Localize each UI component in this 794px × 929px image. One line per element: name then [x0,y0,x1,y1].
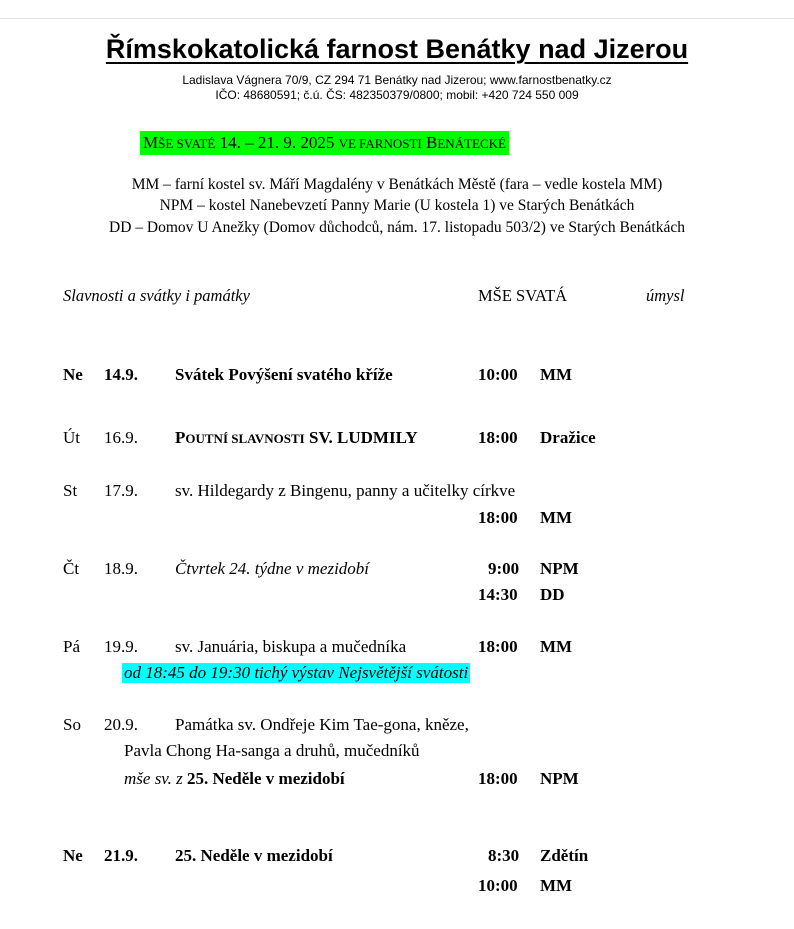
feast-name: Svátek Povýšení svatého kříže [175,365,393,384]
legend-npm: NPM – kostel Nanebevzetí Panny Marie (U kostela 1) ve Starých Benátkách [159,197,635,214]
feast-name: POUTNÍ SLAVNOSTI SV. LUDMILY [175,428,418,447]
parish-address: Ladislava Vágnera 70/9, CZ 294 71 Benátky nad Jizerou; www.farnostbenatky.cz [182,73,612,87]
mass-time: 18:00 [478,769,518,788]
mass-place: NPM [540,769,579,788]
mass-place: Dražice [540,428,596,447]
mass-time: 18:00 [478,428,518,447]
day-name: St [63,481,78,500]
mass-place: DD [540,585,565,604]
day-name: Ne [63,365,83,384]
mass-place: MM [540,508,573,527]
feast-name: Čtvrtek 24. týdne v mezidobí [175,559,370,578]
day-name: So [63,715,81,734]
mass-time: 18:00 [478,508,518,527]
mass-time: 9:00 [488,559,520,578]
adoration-note: od 18:45 do 19:30 tichý výstav Nejsvětější svátosti [124,663,469,682]
day-date: 17.9. [104,481,138,500]
legend-dd: DD – Domov U Anežky (Domov důchodců, nám. 17. listopadu 503/2) ve Starých Benátkách [109,219,685,236]
day-name: Pá [63,637,80,656]
legend-mm: MM – farní kostel sv. Máří Magdalény v Benátkách Městě (fara – vedle kostela MM) [131,176,663,193]
day-date: 21.9. [104,846,138,865]
day-date: 19.9. [104,637,138,656]
day-date: 18.9. [104,559,138,578]
day-date: 16.9. [104,428,138,447]
feast-name: 25. Neděle v mezidobí [175,846,333,865]
mass-time: 14:30 [478,585,518,604]
schedule-heading: MŠE SVATÉ 14. – 21. 9. 2025 VE FARNOSTI BENÁTECKÉ [140,131,509,155]
mass-time: 18:00 [478,637,518,656]
vigil-mass-label: mše sv. z 25. Neděle v mezidobí [124,769,345,788]
day-date: 14.9. [104,365,138,384]
feast-name: sv. Hildegardy z Bingenu, panny a učitelky církve [175,481,516,500]
day-name: Út [63,428,80,447]
mass-place: Zdětín [540,846,589,865]
column-mass: MŠE SVATÁ [478,286,568,305]
day-name: Ne [63,846,83,865]
parish-title: Římskokatolická farnost Benátky nad Jizerou [105,34,689,64]
mass-place: MM [540,365,573,384]
mass-time: 10:00 [478,365,518,384]
mass-time: 8:30 [488,846,520,865]
feast-name-continued: Pavla Chong Ha-sanga a druhů, mučedníků [124,741,420,760]
page-top-border [0,18,794,19]
mass-place: NPM [540,559,579,578]
day-date: 20.9. [104,715,138,734]
feast-name: sv. Januária, biskupa a mučedníka [175,637,407,656]
mass-place: MM [540,637,573,656]
mass-time: 10:00 [478,876,518,895]
parish-ids: IČO: 48680591; č.ú. ČS: 482350379/0800; mobil: +420 724 550 009 [215,88,579,102]
feast-name: Památka sv. Ondřeje Kim Tae-gona, kněze, [175,715,469,734]
mass-place: MM [540,876,573,895]
day-name: Čt [63,559,80,578]
column-feasts: Slavnosti a svátky i památky [63,286,250,305]
column-intention: úmysl [646,286,685,305]
